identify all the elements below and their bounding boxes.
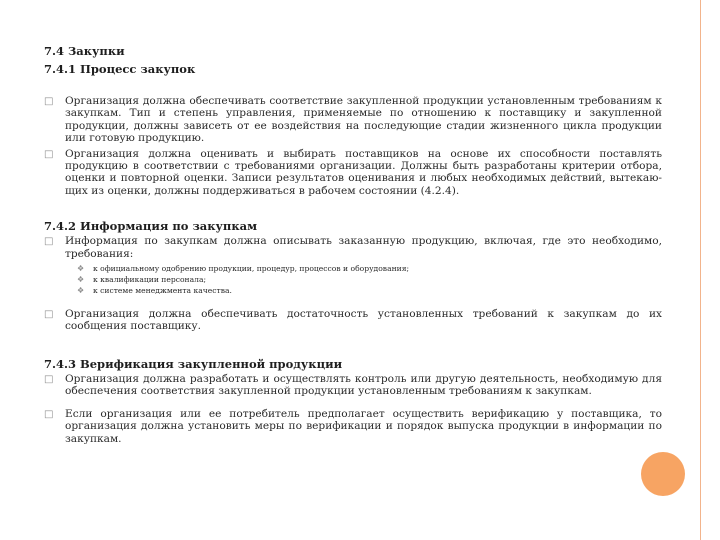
list-7-4-3 — [44, 373, 662, 445]
sub-list-item-text: к официальному одобрению продукции, процедур, процессов и оборудования; — [93, 264, 410, 274]
hollow-square-bullet-icon: □ — [44, 373, 54, 385]
list-7-4-1 — [44, 95, 662, 197]
section-title-7-4-2: 7.4.2 Информация по закупкам — [44, 219, 258, 234]
sub-list-item — [77, 274, 662, 285]
diamond-bullet-icon: ❖ — [77, 275, 85, 285]
list-item — [44, 308, 662, 333]
hollow-square-bullet-icon: □ — [44, 236, 54, 248]
sub-list-item — [77, 263, 662, 274]
decorative-orange-circle — [641, 452, 685, 496]
diamond-bullet-icon: ❖ — [77, 286, 85, 296]
list-item — [44, 148, 662, 198]
diamond-bullet-icon: ❖ — [77, 264, 85, 274]
section-title-7-4-3: 7.4.3 Верификация закупленной продукции — [44, 356, 343, 371]
list-item — [44, 95, 662, 145]
sub-list-item — [77, 285, 662, 296]
list-item-text: Если организация или ее потребитель предполагает осуществить верификацию у поставщика, то организация должна установить меры по верификации и порядок выпуска продукции в информации по закупкам. — [65, 407, 662, 445]
hollow-square-bullet-icon: □ — [44, 148, 54, 160]
sub-list-item-text: к системе менеджмента качества. — [93, 286, 232, 296]
list-item-text: Организация должна оценивать и выбирать поставщиков на основе их способности поставлять продукцию в соответствии с требованиями организации. Должны быть разработаны критерии отбора, оценки и повторной оценки. Записи результатов оценивания и любых необходимых действий, вытекаю-щих из оценки, должны поддерживаться в рабочем состоянии (4.2.4). — [65, 147, 662, 197]
list-item-text: Организация должна обеспечивать достаточность установленных требований к закупкам до их сообщения поставщику. — [65, 308, 662, 333]
section-title-7-4: 7.4 Закупки — [44, 44, 125, 58]
list-item-text: Организация должна разработать и осуществлять контроль или другую деятельность, необходимую для обеспечения соответствия закупленной продукции установленным требованиям к закупкам. — [65, 372, 662, 398]
list-item — [44, 373, 662, 398]
hollow-square-bullet-icon: □ — [44, 309, 54, 321]
section-title-7-4-1: 7.4.1 Процесс закупок — [44, 62, 196, 76]
sub-list — [65, 263, 662, 296]
list-item-text: Организация должна обеспечивать соответствие закупленной продукции установленным требованиям к закупкам. Тип и степень управления, применяемые по отношению к поставщику и закупленной продукции, должны зависеть от ее воздействия на последующие стадии жизненного цикла продукции или готовую продукцию. — [65, 95, 662, 145]
list-7-4-2 — [44, 235, 662, 333]
sub-list-item-text: к квалификации персонала; — [93, 275, 207, 285]
list-item — [44, 235, 662, 296]
list-item — [44, 408, 662, 445]
slide-content — [44, 34, 662, 445]
hollow-square-bullet-icon: □ — [44, 96, 54, 107]
hollow-square-bullet-icon: □ — [44, 408, 54, 420]
list-item-text: Информация по закупкам должна описывать заказанную продукцию, включая, где это необходимо, требования: — [65, 235, 662, 260]
decorative-vertical-line — [700, 0, 701, 540]
